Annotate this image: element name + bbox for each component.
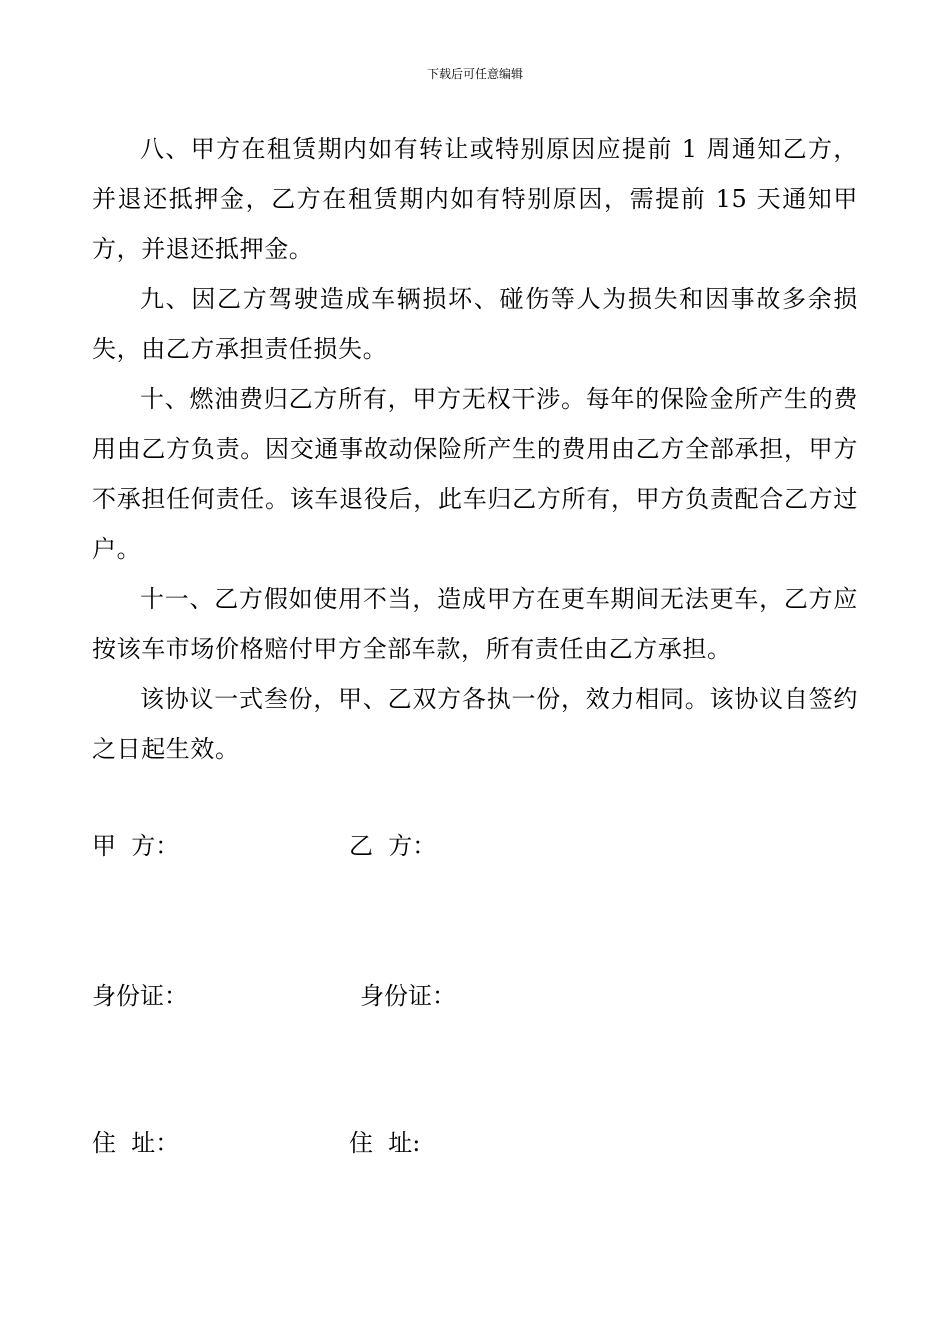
- page-header: 下载后可任意编辑: [426, 67, 523, 81]
- party-b-label: 乙 方：: [349, 832, 437, 860]
- address-row: [92, 1123, 858, 1163]
- id-card-row: [92, 976, 858, 1016]
- contract-body: [92, 124, 858, 774]
- party-signature-row: [92, 826, 858, 866]
- clause-10: 十、燃油费归乙方所有，甲方无权干涉。每年的保险金所产生的费用由乙方负责。因交通事故动保险所产生的费用由乙方全部承担，甲方不承担任何责任。该车退役后，此车归乙方所有，甲方负责配合乙方过户。: [92, 385, 858, 563]
- clause-9: 九、因乙方驾驶造成车辆损坏、碰伤等人为损失和因事故多余损失，由乙方承担责任损失。: [92, 285, 858, 363]
- agreement-effect-clause: 该协议一式叁份，甲、乙双方各执一份，效力相同。该协议自签约之日起生效。: [92, 685, 858, 763]
- party-a-id-label: 身份证：: [92, 982, 188, 1010]
- party-a-address-label: 住 址：: [92, 1129, 180, 1157]
- clause-11: 十一、乙方假如使用不当，造成甲方在更车期间无法更车，乙方应按该车市场价格赔付甲方全部车款，所有责任由乙方承担。: [92, 585, 858, 663]
- party-b-address-label: 住 址:: [349, 1129, 421, 1157]
- party-b-id-label: 身份证：: [360, 982, 456, 1010]
- clause-8: 八、甲方在租赁期内如有转让或特别原因应提前 1 周通知乙方，并退还抵押金，乙方在租赁期内如有特别原因，需提前 15 天通知甲方，并退还抵押金。: [92, 135, 858, 263]
- party-a-label: 甲 方：: [92, 832, 180, 860]
